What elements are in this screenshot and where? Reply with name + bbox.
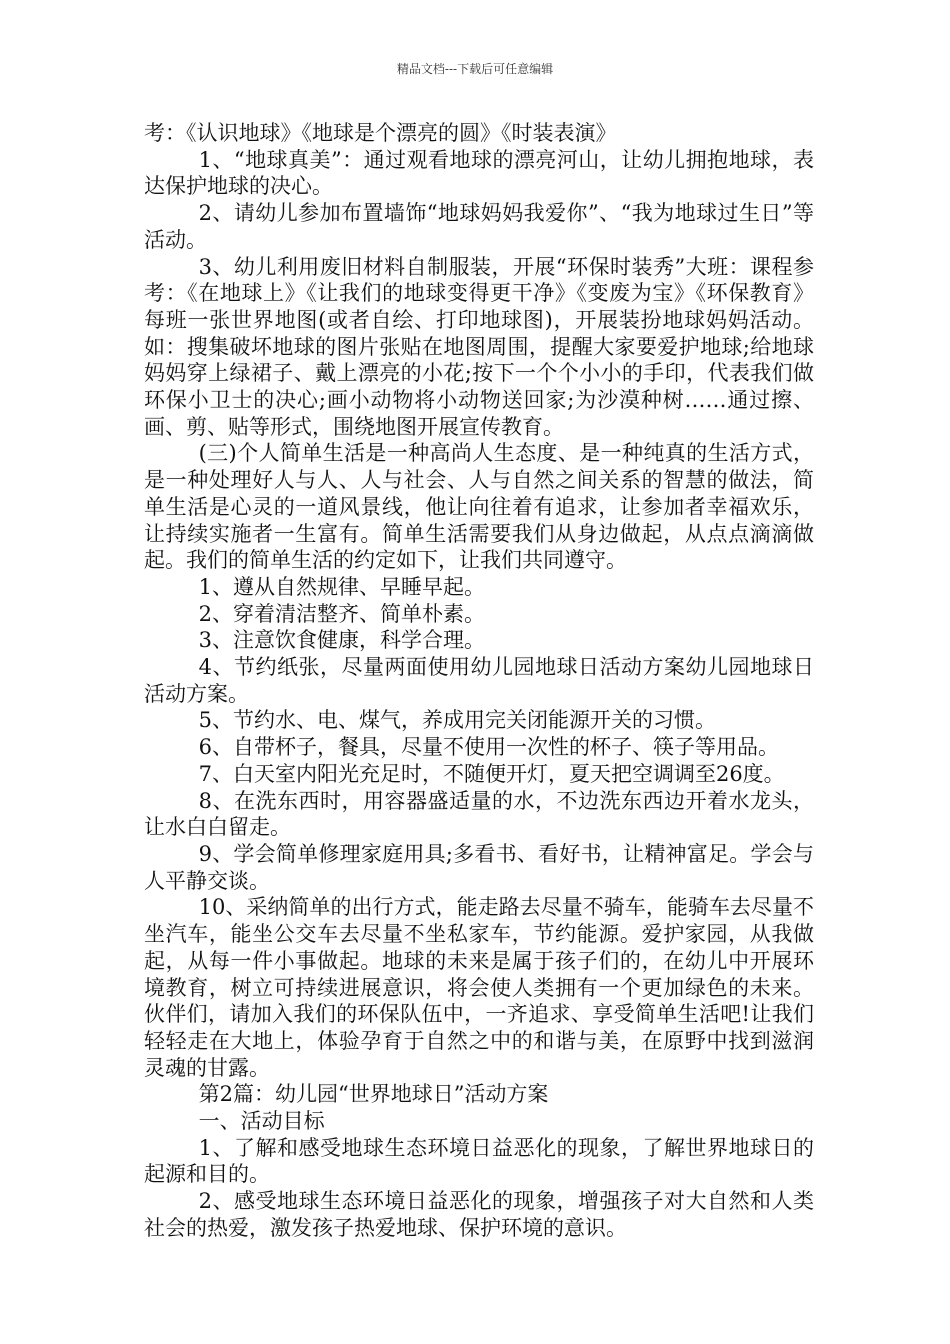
paragraph: 4、节约纸张，尽量两面使用幼儿园地球日活动方案幼儿园地球日活动方案。 <box>144 655 814 706</box>
paragraph: 第2篇：幼儿园“世界地球日”活动方案 <box>198 1082 549 1107</box>
document-body <box>144 120 814 1242</box>
page-header: 精品文档---下载后可任意编辑 <box>396 62 554 76</box>
paragraph: 3、幼儿利用废旧材料自制服装，开展“环保时装秀”大班：课程参考：《在地球上》《让我们的地球变得更干净》《变废为宝》《环保教育》每班一张世界地图(或者自绘、打印地球图)，开展装扮地球妈妈活动。如：搜集破坏地球的图片张贴在地图周围，提醒大家要爱护地球;给地球妈妈穿上绿裙子、戴上漂亮的小花;按下一个个小小的手印，代表我们做环保小卫士的决心;画小动物将小动物送回家;为沙漠种树……通过擦、画、剪、贴等形式，围绕地图开展宣传教育。 <box>144 254 814 439</box>
paragraph: 1、了解和感受地球生态环境日益恶化的现象，了解世界地球日的起源和目的。 <box>144 1135 814 1187</box>
paragraph: 7、白天室内阳光充足时，不随便开灯，夏天把空调调至26度。 <box>198 761 785 786</box>
paragraph: (三)个人简单生活是一种高尚人生态度、是一种纯真的生活方式，是一种处理好人与人、人与社会、人与自然之间关系的智慧的做法，简单生活是心灵的一道风景线，他让向往着有追求，让参加者幸福欢乐，让持续实施者一生富有。简单生活需要我们从身边做起，从点点滴滴做起。我们的简单生活的约定如下，让我们共同遵守。 <box>144 441 814 573</box>
paragraph: 8、在洗东西时，用容器盛适量的水，不边洗东西边开着水龙头，让水白白留走。 <box>144 788 814 840</box>
paragraph: 2、穿着清洁整齐、简单朴素。 <box>198 601 485 626</box>
paragraph: 9、学会简单修理家庭用具;多看书、看好书，让精神富足。学会与人平静交谈。 <box>144 841 814 893</box>
paragraph: 1、遵从自然规律、早睡早起。 <box>198 574 485 599</box>
paragraph: 2、感受地球生态环境日益恶化的现象，增强孩子对大自然和人类社会的热爱，激发孩子热爱地球、保护环境的意识。 <box>144 1189 814 1240</box>
paragraph: 考：《认识地球》《地球是个漂亮的圆》《时装表演》 <box>144 121 617 145</box>
paragraph: 3、注意饮食健康，科学合理。 <box>198 628 485 653</box>
paragraph: 1、“地球真美”：通过观看地球的漂亮河山，让幼儿拥抱地球，表达保护地球的决心。 <box>144 147 814 199</box>
paragraph: 2、请幼儿参加布置墙饰“地球妈妈我爱你”、“我为地球过生日”等活动。 <box>144 201 814 252</box>
paragraph: 一、活动目标 <box>198 1109 325 1134</box>
paragraph: 10、采纳简单的出行方式，能走路去尽量不骑车，能骑车去尽量不坐汽车，能坐公交车去尽量不坐私家车，节约能源。爱护家园，从我做起，从每一件小事做起。地球的未来是属于孩子们的，在幼儿中开展环境教育，树立可持续进展意识，将会使人类拥有一个更加绿色的未来。伙伴们，请加入我们的环保队伍中，一齐追求、享受简单生活吧!让我们轻轻走在大地上，体验孕育于自然之中的和谐与美，在原野中找到滋润灵魂的甘露。 <box>144 895 814 1080</box>
paragraph: 6、自带杯子，餐具，尽量不使用一次性的杯子、筷子等用品。 <box>198 735 779 760</box>
paragraph: 5、节约水、电、煤气，养成用完关闭能源开关的习惯。 <box>198 708 716 733</box>
